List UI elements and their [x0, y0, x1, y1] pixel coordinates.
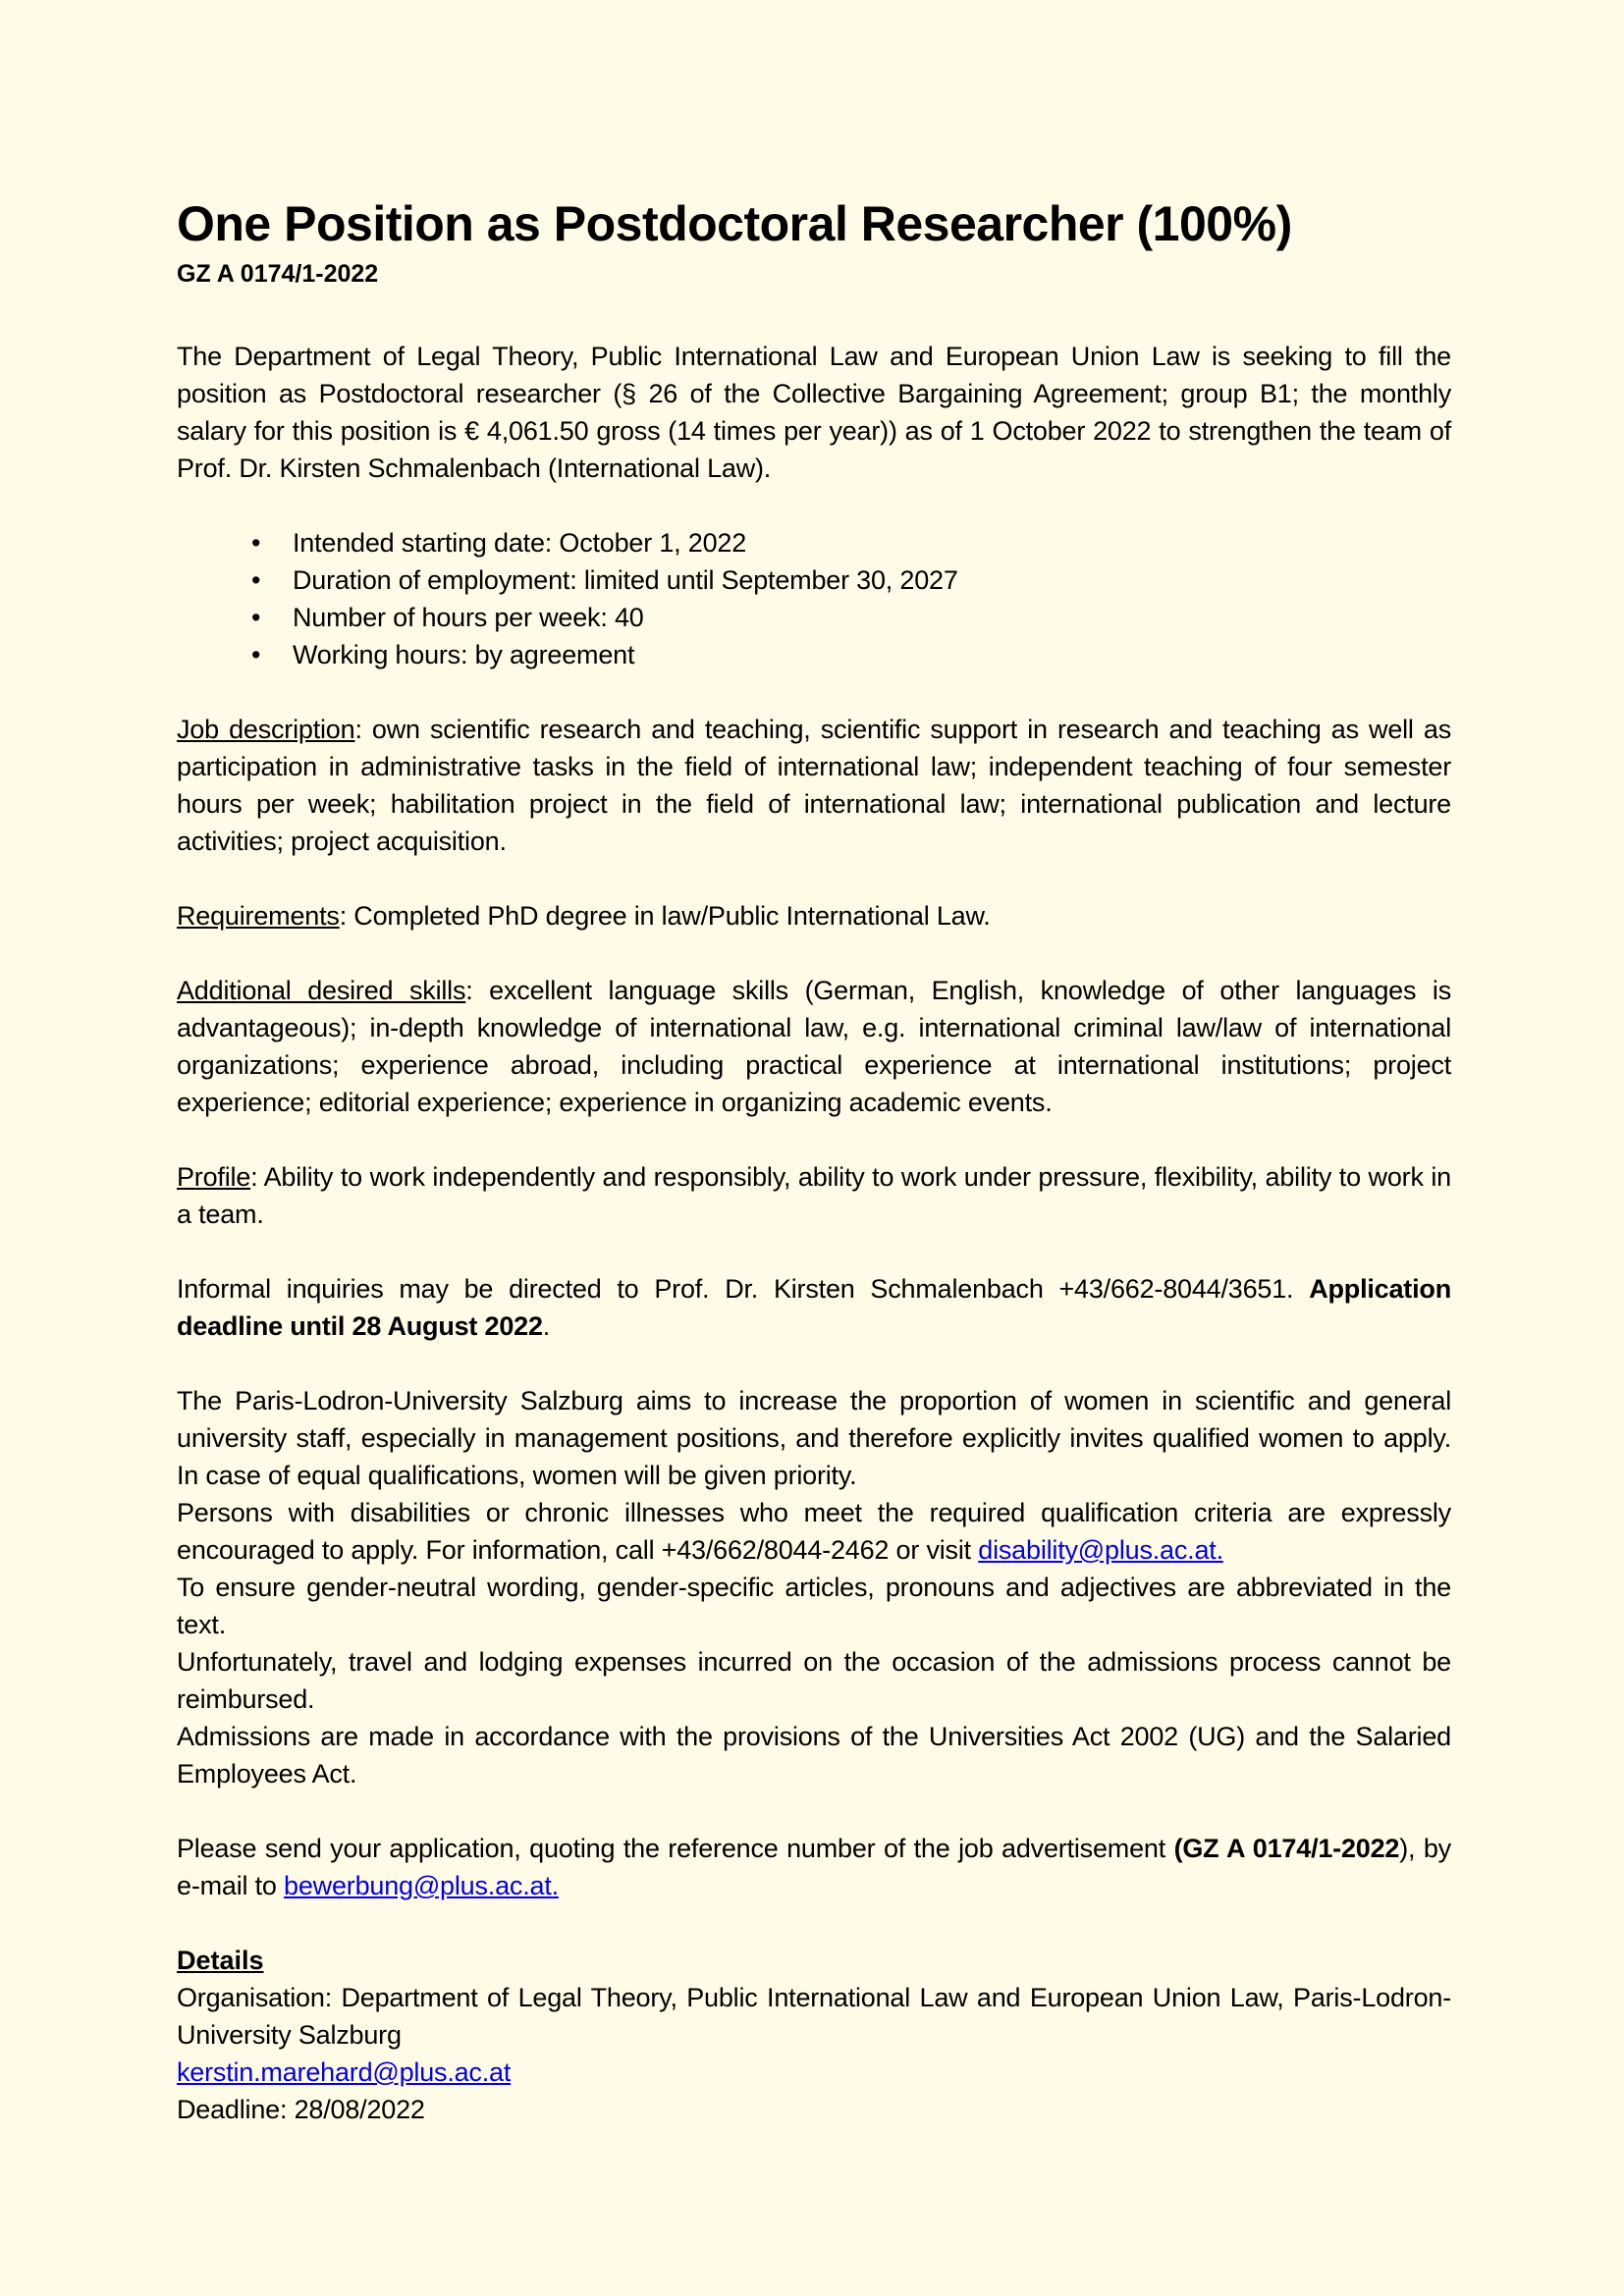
disability-text: Persons with disabilities or chronic illnesses who meet the required qualification criteria are expressly encouraged to apply. For information, call +43/662/8044-2462 or visit [177, 1498, 1451, 1565]
application-text: Please send your application, quoting the reference number of the job advertisement [177, 1834, 1174, 1863]
disability-paragraph [177, 1494, 1451, 1569]
requirements-paragraph [177, 897, 1451, 934]
application-reference-bold: (GZ A 0174/1-2022 [1173, 1834, 1400, 1863]
application-deadline-bold: Application deadline until 28 August 2022 [177, 1274, 1451, 1341]
application-paragraph [177, 1830, 1451, 1904]
application-email-link[interactable]: bewerbung@plus.ac.at. [284, 1871, 559, 1900]
job-description-text: : own scientific research and teaching, scientific support in research and teaching as well as participation in administrative tasks in the field of international law; independent teaching of four semester hours per week; habilitation project in the field of international law; international publication and lecture activities; project acquisition. [177, 715, 1451, 856]
additional-skills-text: : excellent language skills (German, English, knowledge of other languages is advantageous); in-depth knowledge of international law, e.g. international criminal law/law of international organizations; experience abroad, including practical experience at international institutions; project experience; editorial experience; experience in organizing academic events. [177, 976, 1451, 1117]
bullet-item-working-hours: • Working hours: by agreement [293, 636, 1451, 673]
page-title: One Position as Postdoctoral Researcher (100%) [177, 196, 1292, 251]
inquiries-paragraph [177, 1270, 1451, 1345]
travel-expenses-paragraph: Unfortunately, travel and lodging expenses incurred on the occasion of the admissions process cannot be reimbursed. [177, 1647, 1451, 1714]
bullet-item-hours-per-week: • Number of hours per week: 40 [293, 599, 1451, 636]
details-heading: Details [177, 1946, 264, 1975]
intro-paragraph: The Department of Legal Theory, Public International Law and European Union Law is seeking to fill the position as Postdoctoral researcher (§ 26 of the Collective Bargaining Agreement; group B1; the monthly salary for this position is € 4,061.50 gross (14 times per year)) as of 1 October 2022 to strengthen the team of Prof. Dr. Kirsten Schmalenbach (International Law). [177, 342, 1451, 483]
profile-text: : Ability to work independently and responsibly, ability to work under pressure, flexibility, ability to work in a team. [177, 1162, 1451, 1229]
application-mid-text: ), by e-mail to [177, 1834, 1451, 1900]
requirements-label: Requirements [177, 901, 340, 931]
reference-number: GZ A 0174/1-2022 [177, 260, 379, 288]
contact-email-link[interactable]: kerstin.marehard@plus.ac.at [177, 2057, 512, 2087]
bullet-list [177, 524, 1451, 673]
details-block [177, 1979, 1451, 2128]
profile-label: Profile [177, 1162, 251, 1192]
requirements-text: : Completed PhD degree in law/Public International Law. [339, 901, 991, 931]
inquiries-suffix: . [542, 1311, 551, 1341]
details-organisation: Organisation: Department of Legal Theory, Public International Law and European Union Law, Paris-Lodron-University Salzburg [177, 1983, 1451, 2050]
details-deadline: Deadline: 28/08/2022 [177, 2095, 425, 2124]
bullet-item-duration: • Duration of employment: limited until September 30, 2027 [293, 561, 1451, 599]
bullet-item-starting-date: • Intended starting date: October 1, 2022 [293, 524, 1451, 561]
admissions-paragraph: Admissions are made in accordance with the provisions of the Universities Act 2002 (UG) and the Salaried Employees Act. [177, 1722, 1451, 1789]
inquiries-text: Informal inquiries may be directed to Prof. Dr. Kirsten Schmalenbach +43/662-8044/3651. [177, 1274, 1310, 1304]
disability-email-link[interactable]: disability@plus.ac.at. [978, 1535, 1223, 1565]
equality-women-paragraph: The Paris-Lodron-University Salzburg aims to increase the proportion of women in scientific and general university staff, especially in management positions, and therefore explicitly invites qualified women to apply. In case of equal qualifications, women will be given priority. [177, 1386, 1451, 1490]
details-contact-line [177, 2054, 1451, 2091]
equality-block [177, 1382, 1451, 1792]
profile-paragraph [177, 1158, 1451, 1233]
additional-skills-paragraph [177, 972, 1451, 1121]
additional-skills-label: Additional desired skills [177, 976, 466, 1005]
gender-wording-paragraph: To ensure gender-neutral wording, gender-specific articles, pronouns and adjectives are abbreviated in the text. [177, 1573, 1451, 1639]
job-description-label: Job description [177, 715, 355, 744]
job-description-paragraph [177, 711, 1451, 860]
